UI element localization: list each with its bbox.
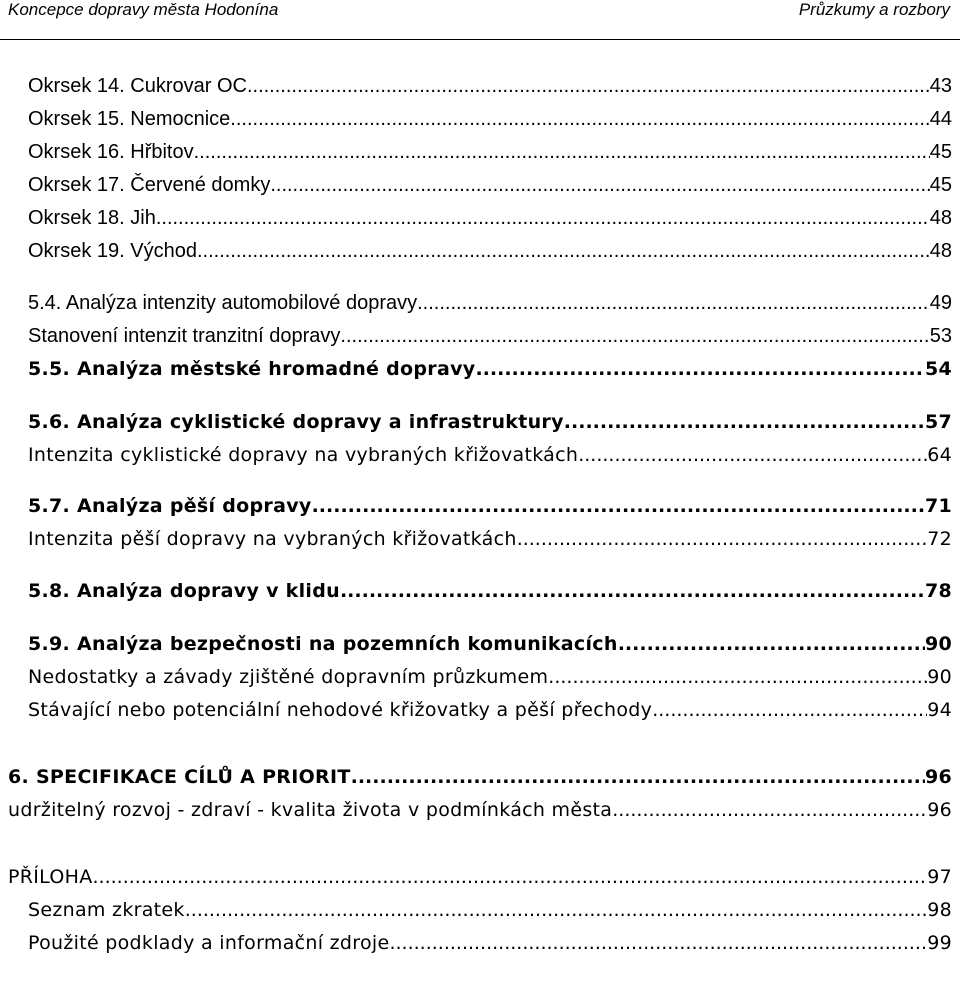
toc-entry-title: 5.6. Analýza cyklistické dopravy a infrastruktury — [28, 411, 564, 433]
toc-entry-page: 45 — [929, 174, 952, 196]
toc-leader-dots — [548, 665, 927, 689]
toc-entry-page: 53 — [929, 325, 952, 347]
toc-entry-okrsek-16[interactable] — [28, 136, 952, 164]
toc-entry-title: Použité podklady a informační zdroje — [28, 932, 390, 954]
toc-entry-title: 5.9. Analýza bezpečnosti na pozemních komunikacích — [28, 633, 618, 655]
toc-leader-dots — [312, 494, 925, 518]
toc-leader-dots — [612, 798, 927, 822]
toc-entry-page: 64 — [927, 444, 952, 466]
toc-entry-page: 44 — [929, 108, 952, 130]
running-header — [0, 0, 960, 40]
toc-entry-title: Intenzita cyklistické dopravy na vybraných křižovatkách — [28, 444, 579, 466]
toc-entry-page: 71 — [924, 495, 952, 517]
toc-leader-dots — [270, 173, 929, 197]
toc-entry-title: Okrsek 16. Hřbitov — [28, 141, 194, 163]
toc-entry-title: 5.8. Analýza dopravy v klidu — [28, 580, 340, 602]
toc-entry-okrsek-17[interactable] — [28, 169, 952, 197]
toc-entry-section-5-6[interactable] — [28, 406, 952, 434]
toc-leader-dots — [417, 291, 930, 315]
toc-entry-title: Stanovení intenzit tranzitní dopravy — [28, 325, 341, 347]
toc-entry-page: 54 — [924, 358, 952, 380]
toc-entry-page: 48 — [929, 240, 952, 262]
toc-entry-seznam-zkratek[interactable] — [28, 894, 952, 922]
toc-entry-title: Okrsek 17. Červené domky — [28, 174, 271, 196]
toc-leader-dots — [156, 206, 930, 230]
toc-entry-udrzitelny-rozvoj[interactable] — [8, 794, 952, 822]
toc-entry-title: Seznam zkratek — [28, 899, 185, 921]
toc-leader-dots — [475, 357, 924, 381]
toc-entry-title: 5.4. Analýza intenzity automobilové dopravy — [28, 292, 418, 314]
toc-entry-title: 6. SPECIFIKACE CÍLŮ A PRIORIT — [8, 766, 351, 788]
toc-entry-section-5-7[interactable] — [28, 490, 952, 518]
toc-entry-section-5-9[interactable] — [28, 628, 952, 656]
toc-entry-title: Stávající nebo potenciální nehodové křižovatky a pěší přechody — [28, 699, 653, 721]
toc-entry-title: Intenzita pěší dopravy na vybraných křižovatkách — [28, 528, 517, 550]
toc-entry-page: 43 — [929, 75, 952, 97]
toc-entry-page: 48 — [929, 207, 952, 229]
toc-entry-page: 72 — [927, 528, 952, 550]
toc-entry-pesi-intenzita[interactable] — [28, 523, 952, 551]
toc-entry-title: Okrsek 15. Nemocnice — [28, 108, 231, 130]
toc-entry-page: 96 — [927, 799, 952, 821]
toc-entry-page: 90 — [927, 666, 952, 688]
toc-entry-chapter-6[interactable] — [8, 761, 952, 789]
toc-leader-dots — [340, 324, 929, 348]
toc-entry-podklady[interactable] — [28, 927, 952, 955]
toc-leader-dots — [564, 410, 925, 434]
toc-leader-dots — [247, 74, 930, 98]
toc-leader-dots — [93, 865, 928, 889]
toc-entry-okrsek-18[interactable] — [28, 202, 952, 230]
toc-leader-dots — [340, 579, 925, 603]
toc-entry-page: 90 — [924, 633, 952, 655]
toc-entry-page: 45 — [929, 141, 952, 163]
toc-entry-section-5-4[interactable] — [28, 287, 952, 315]
toc-leader-dots — [618, 632, 925, 656]
toc-entry-page: 94 — [927, 699, 952, 721]
toc-entry-title: 5.5. Analýza městské hromadné dopravy — [28, 358, 476, 380]
toc-leader-dots — [652, 698, 927, 722]
toc-leader-dots — [389, 931, 927, 955]
toc-entry-priloha[interactable] — [8, 861, 952, 889]
toc-leader-dots — [197, 239, 930, 263]
toc-entry-section-5-8[interactable] — [28, 575, 952, 603]
toc-entry-nehodove-krizovatky[interactable] — [28, 694, 952, 722]
toc-entry-title: Okrsek 19. Východ — [28, 240, 197, 262]
toc-entry-page: 98 — [927, 899, 952, 921]
toc-entry-title: Okrsek 14. Cukrovar OC — [28, 75, 247, 97]
toc-entry-page: 99 — [927, 932, 952, 954]
header-section-title: Průzkumy a rozbory — [798, 0, 950, 19]
toc-entry-title: 5.7. Analýza pěší dopravy — [28, 495, 312, 517]
toc-entry-nedostatky[interactable] — [28, 661, 952, 689]
toc-entry-title: Nedostatky a závady zjištěné dopravním průzkumem — [28, 666, 549, 688]
header-document-title: Koncepce dopravy města Hodonína — [8, 0, 279, 19]
toc-entry-page: 78 — [924, 580, 952, 602]
toc-leader-dots — [351, 765, 925, 789]
toc-leader-dots — [517, 527, 928, 551]
toc-entry-okrsek-19[interactable] — [28, 235, 952, 263]
toc-entry-tranzitni-doprava[interactable] — [28, 320, 952, 348]
toc-entry-okrsek-14[interactable] — [28, 70, 952, 98]
toc-entry-okrsek-15[interactable] — [28, 103, 952, 131]
toc-leader-dots — [194, 140, 930, 164]
toc-leader-dots — [230, 107, 929, 131]
toc-entry-page: 49 — [929, 292, 952, 314]
toc-entry-page: 96 — [924, 766, 952, 788]
toc-leader-dots — [185, 898, 927, 922]
toc-entry-page: 57 — [924, 411, 952, 433]
toc-entry-section-5-5[interactable] — [28, 353, 952, 381]
toc-entry-title: PŘÍLOHA — [8, 866, 93, 888]
toc-entry-title: udržitelný rozvoj - zdraví - kvalita života v podmínkách města — [8, 799, 613, 821]
toc-entry-title: Okrsek 18. Jih — [28, 207, 156, 229]
toc-entry-cyklisticka-intenzita[interactable] — [28, 439, 952, 467]
toc-entry-page: 97 — [927, 866, 952, 888]
toc-leader-dots — [578, 443, 927, 467]
